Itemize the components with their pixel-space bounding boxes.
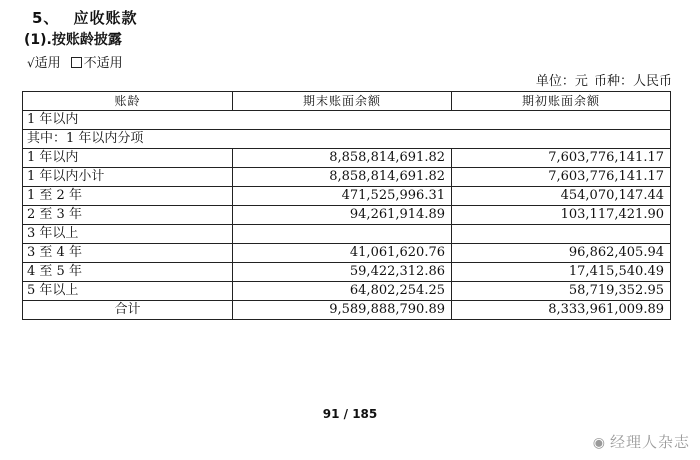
beginning-balance-cell: 58,719,352.95 [452,282,671,301]
ending-balance-cell: 41,061,620.76 [233,244,452,263]
ending-balance-cell: 64,802,254.25 [233,282,452,301]
ending-balance-cell: 94,261,914.89 [233,206,452,225]
header-beginning-balance: 期初账面余额 [452,92,671,111]
row-label: 1 年以内 [23,111,671,130]
row-label: 1 年以内小计 [23,168,233,187]
row-label: 5 年以上 [23,282,233,301]
watermark [593,431,690,452]
row-label: 1 年以内 [23,149,233,168]
table-row [23,168,671,187]
row-label: 其中：1 年以内分项 [23,130,671,149]
currency-label: 币种：人民币 [593,74,672,89]
table-row [23,111,671,130]
table-row [23,244,671,263]
table-row [23,282,671,301]
table-row [23,187,671,206]
total-label: 合计 [23,301,233,320]
applicable-label: 适用 [34,56,61,71]
total-ending-balance: 9,589,888,790.89 [233,301,452,320]
header-aging: 账龄 [23,92,233,111]
weibo-icon: ◉ [592,435,606,451]
row-label: 1 至 2 年 [23,187,233,206]
ending-balance-cell [233,225,452,244]
total-beginning-balance: 8,333,961,009.89 [452,301,671,320]
ending-balance-cell: 8,858,814,691.82 [233,168,452,187]
ending-balance-cell: 8,858,814,691.82 [233,149,452,168]
header-ending-balance: 期末账面余额 [233,92,452,111]
checkmark-icon: √ [27,56,35,70]
beginning-balance-cell: 17,415,540.49 [452,263,671,282]
row-label: 3 年以上 [23,225,233,244]
row-label: 3 至 4 年 [23,244,233,263]
subsection-title: (1).按账龄披露 [24,32,122,48]
table-header-row [23,92,671,111]
beginning-balance-cell: 7,603,776,141.17 [452,168,671,187]
beginning-balance-cell: 96,862,405.94 [452,244,671,263]
ending-balance-cell: 59,422,312.86 [233,263,452,282]
table-body [23,111,671,320]
unit-label: 单位：元 [535,74,588,89]
unit-currency-line [534,70,672,89]
beginning-balance-cell: 454,070,147.44 [452,187,671,206]
applicability-options [27,52,123,71]
table-row [23,225,671,244]
section-title: 应收账款 [73,9,138,27]
table-row [23,206,671,225]
watermark-text: 经理人杂志 [609,433,690,451]
empty-checkbox-icon [71,57,82,68]
ending-balance-cell: 471,525,996.31 [233,187,452,206]
row-label: 4 至 5 年 [23,263,233,282]
section-number: 5、 [32,9,60,27]
beginning-balance-cell [452,225,671,244]
not-applicable-label: 不适用 [83,56,123,71]
table-row [23,130,671,149]
page-number: 91 / 185 [322,407,378,421]
table-row [23,149,671,168]
row-label: 2 至 3 年 [23,206,233,225]
beginning-balance-cell: 103,117,421.90 [452,206,671,225]
section-heading [32,7,137,28]
beginning-balance-cell: 7,603,776,141.17 [452,149,671,168]
table-row [23,263,671,282]
receivables-aging-table [22,91,671,320]
total-row [23,301,671,320]
